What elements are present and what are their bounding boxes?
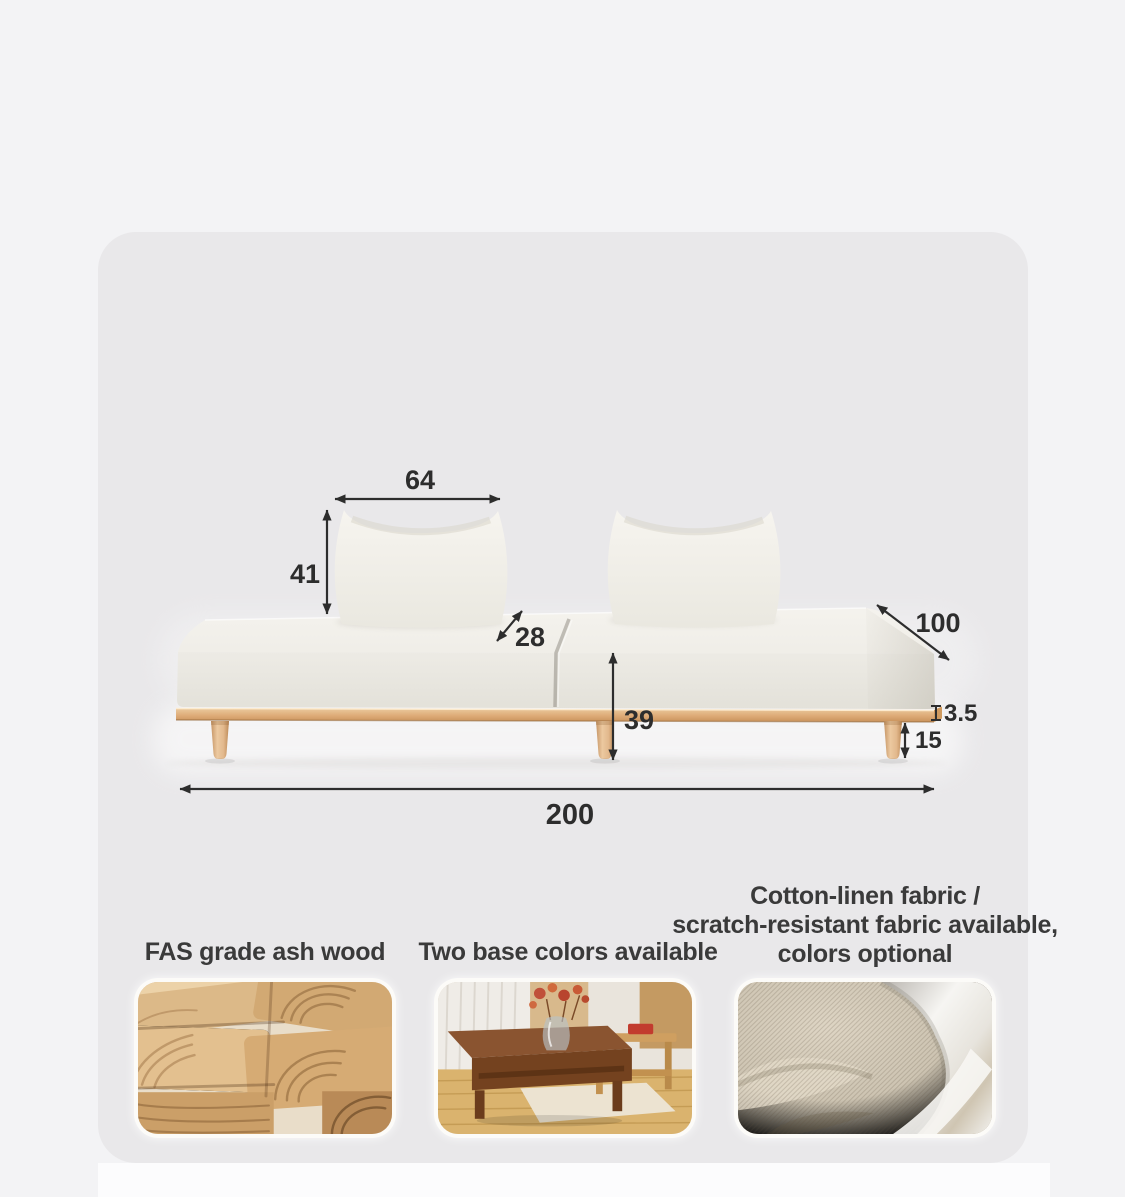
fabric-caption-line-2: scratch-resistant fabric available, [672,911,1058,939]
wood-leg-center [596,721,614,759]
fabric-caption-line-3: colors optional [777,940,953,968]
leg-shadow [878,758,908,763]
glass-vase [543,1016,570,1050]
next-section-strip [98,1163,1050,1197]
feature-caption-fabric [637,882,1093,969]
dim-seat-height: 39 [623,705,655,735]
dim-seat-depth: 100 [915,608,961,638]
fabric-caption-line-1: Cotton-linen fabric / [750,882,980,910]
dim-leg-height: 15 [915,727,942,754]
wood-beam [138,1092,274,1134]
feature-caption-base-colors: Two base colors available [418,938,718,966]
dim-back-cushion-height: 41 [289,559,321,589]
ash-wood-photo-art [138,982,392,1134]
leg-shadow [205,758,235,763]
ash-wood-photo [134,978,396,1138]
fabric-photo-art [738,982,992,1134]
base-colors-photo-art [438,982,692,1134]
dim-total-length: 200 [545,799,595,831]
fabric-photo [734,978,996,1138]
ground-shadow [166,757,946,769]
wood-beam [322,1091,392,1134]
back-pillow-right [608,510,781,628]
dim-frame-thickness: 3.5 [944,700,978,727]
back-pillow-left [335,510,508,628]
leg-shadow [590,758,620,763]
dim-back-cushion-width: 64 [404,465,436,495]
wood-leg-left [211,721,229,759]
feature-caption-ash-wood: FAS grade ash wood [144,938,386,966]
dim-back-cushion-depth: 28 [514,622,546,652]
wood-leg-right [884,721,902,759]
base-colors-photo [434,978,696,1138]
